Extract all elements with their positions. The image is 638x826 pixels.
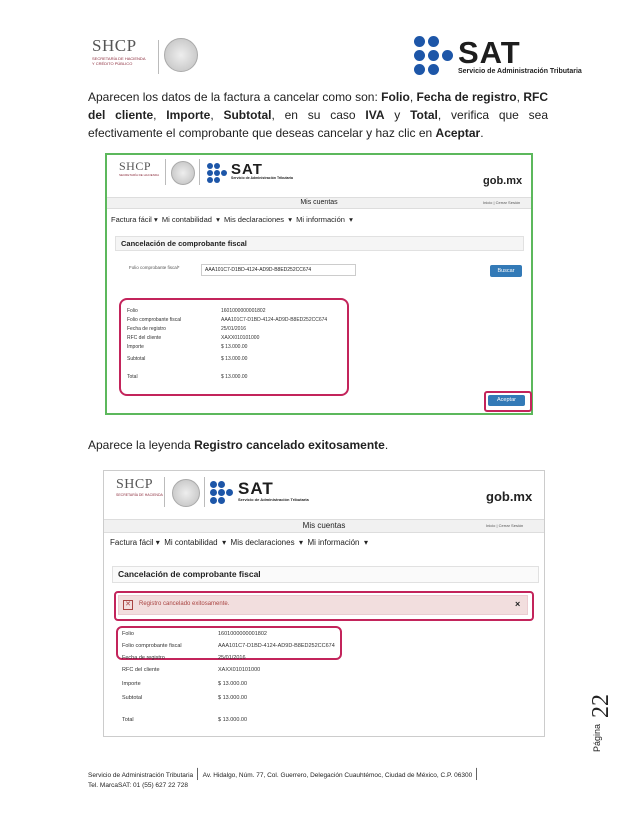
footer <box>88 770 568 791</box>
screenshot-cancel-success <box>103 470 545 737</box>
shcp-logo <box>92 36 146 66</box>
main-nav-2: Factura fácil ▾ Mi contabilidad ▾ Mis declaraciones ▾ Mi información ▾ <box>110 538 368 547</box>
row-label: Folio comprobante fiscal <box>122 643 182 649</box>
row-value: $ 13.000.00 <box>221 356 248 362</box>
buscar-button[interactable]: Buscar <box>490 265 522 277</box>
sat-dots-icon <box>414 36 454 76</box>
row-label: Importe <box>127 344 144 350</box>
shcp-sub-1: SECRETARÍA DE HACIENDA <box>92 56 146 61</box>
sat-wordmark: SAT <box>458 35 521 70</box>
nav-mis-declaraciones[interactable]: Mis declaraciones <box>224 215 285 224</box>
session-links-2[interactable]: Inicio | Cerrar Sesión <box>486 523 524 528</box>
mis-cuentas-label-2: Mis cuentas <box>302 521 346 530</box>
sat-subtitle: Servicio de Administración Tributaria <box>458 68 582 75</box>
session-links[interactable]: Inicio | Cerrar Sesión <box>483 200 521 205</box>
nav-mi-contabilidad[interactable]: Mi contabilidad <box>164 538 218 547</box>
mis-cuentas-bar <box>107 197 531 209</box>
row-label: Total <box>127 374 138 380</box>
row-value: $ 13.000.00 <box>221 374 248 380</box>
mini2-sat-wordmark: SAT <box>238 479 274 498</box>
mini2-sat-dots-icon <box>210 481 233 504</box>
row-label: Subtotal <box>122 695 143 701</box>
footer-separator: │ <box>194 769 202 780</box>
mis-cuentas-bar-2 <box>104 519 544 533</box>
header-divider <box>158 40 159 74</box>
row-label: Folio <box>122 631 134 637</box>
row-label: RFC del cliente <box>127 335 162 341</box>
aceptar-button[interactable]: Aceptar <box>488 395 525 406</box>
row-value: 25/01/2016 <box>218 655 246 661</box>
row-label: Folio <box>127 308 138 314</box>
nav-mi-informacion[interactable]: Mi información <box>307 538 360 547</box>
folio-field-label: Folio comprobante fiscal* <box>129 265 180 270</box>
intro-paragraph: Aparecen los datos de la factura a cancelar como son: Folio, Fecha de registro, RFC del cliente, Importe, Subtotal, en su caso IVA y Total, verifica que sea efectivamente el comprobante que deseas cancelar y haz clic en Aceptar. <box>88 90 549 140</box>
mini2-shcp-sub: SECRETARÍA DE HACIENDA <box>116 493 163 497</box>
result-paragraph: Aparece la leyenda Registro cancelado exitosamente. <box>88 438 389 452</box>
page-label: Página <box>592 723 602 752</box>
footer-phone: Tel. MarcaSAT: 01 (55) 627 22 728 <box>88 782 188 789</box>
row-label: Fecha de registro <box>122 655 165 661</box>
mis-cuentas-label: Mis cuentas <box>300 199 338 206</box>
mini2-seal-icon <box>172 479 200 507</box>
mini2-shcp-wordmark: SHCP <box>116 477 154 492</box>
row-value: $ 13.000.00 <box>218 695 248 701</box>
row-label: Importe <box>122 681 141 687</box>
main-nav: Factura fácil ▾ Mi contabilidad ▾ Mis declaraciones ▾ Mi información ▾ <box>111 215 353 224</box>
mini2-sat-subtitle: Servicio de Administración Tributaria <box>238 497 309 502</box>
box-title-2: Cancelación de comprobante fiscal <box>112 566 539 583</box>
gob-mx-logo-2[interactable]: gob.mx <box>486 489 533 504</box>
footer-address: Av. Hidalgo, Núm. 77, Col. Guerrero, Delegación Cuauhtémoc, Ciudad de México, C.P. 06300 <box>202 772 473 779</box>
alert-x-icon: ✕ <box>123 600 133 610</box>
row-value: XAXX010101000 <box>221 335 260 341</box>
row-value: 1601000000001802 <box>218 631 267 637</box>
row-value: AAA101C7-D1BD-4124-AD9D-B8ED252CC674 <box>221 317 328 323</box>
mini-sat-subtitle: Servicio de Administración Tributaria <box>231 176 293 180</box>
row-label: Total <box>122 717 134 723</box>
mini-shcp-wordmark: SHCP <box>119 159 152 173</box>
row-label: Folio comprobante fiscal <box>127 317 182 323</box>
nav-mi-contabilidad[interactable]: Mi contabilidad <box>161 215 212 224</box>
gob-mx-logo[interactable]: gob.mx <box>483 175 523 187</box>
footer-line-1 <box>88 770 568 781</box>
mini-seal-icon <box>171 161 195 185</box>
footer-separator-end: │ <box>474 769 481 780</box>
mini-shcp-sub: SECRETARÍA DE HACIENDA <box>119 173 160 177</box>
success-alert <box>118 595 528 615</box>
row-value: $ 13.000.00 <box>218 717 248 723</box>
box-title: Cancelación de comprobante fiscal <box>115 236 524 251</box>
footer-org: Servicio de Administración Tributaria <box>88 772 194 779</box>
shcp-wordmark: SHCP <box>92 36 137 55</box>
nav-mis-declaraciones[interactable]: Mis declaraciones <box>230 538 295 547</box>
nav-factura-facil[interactable]: Factura fácil <box>111 215 152 224</box>
mini-sat-wordmark: SAT <box>231 161 263 178</box>
screenshot-cancel-form <box>105 153 533 415</box>
row-value: 25/01/2016 <box>221 326 247 332</box>
alert-close-icon[interactable]: × <box>515 599 521 609</box>
nav-factura-facil[interactable]: Factura fácil <box>110 538 154 547</box>
row-value: XAXX010101000 <box>218 667 261 673</box>
row-label: Subtotal <box>127 356 146 362</box>
nav-mi-informacion[interactable]: Mi información <box>296 215 345 224</box>
row-value: $ 13.000.00 <box>221 344 248 350</box>
row-value: AAA101C7-D1BD-4124-AD9D-B8ED252CC674 <box>218 643 335 649</box>
row-label: Fecha de registro <box>127 326 166 332</box>
alert-message: Registro cancelado exitosamente. <box>139 601 230 607</box>
mexico-seal-icon <box>164 38 198 72</box>
folio-input[interactable]: AAA101C7-D1BD-4124-AD9D-B8ED252CC674 <box>201 264 356 276</box>
row-label: RFC del cliente <box>122 667 160 673</box>
row-value: $ 13.000.00 <box>218 681 248 687</box>
row-value: 1601000000001802 <box>221 308 266 314</box>
mini-sat-dots-icon <box>207 163 227 183</box>
shcp-sub-2: Y CRÉDITO PÚBLICO <box>92 61 133 66</box>
page-number: 22 <box>588 694 614 718</box>
